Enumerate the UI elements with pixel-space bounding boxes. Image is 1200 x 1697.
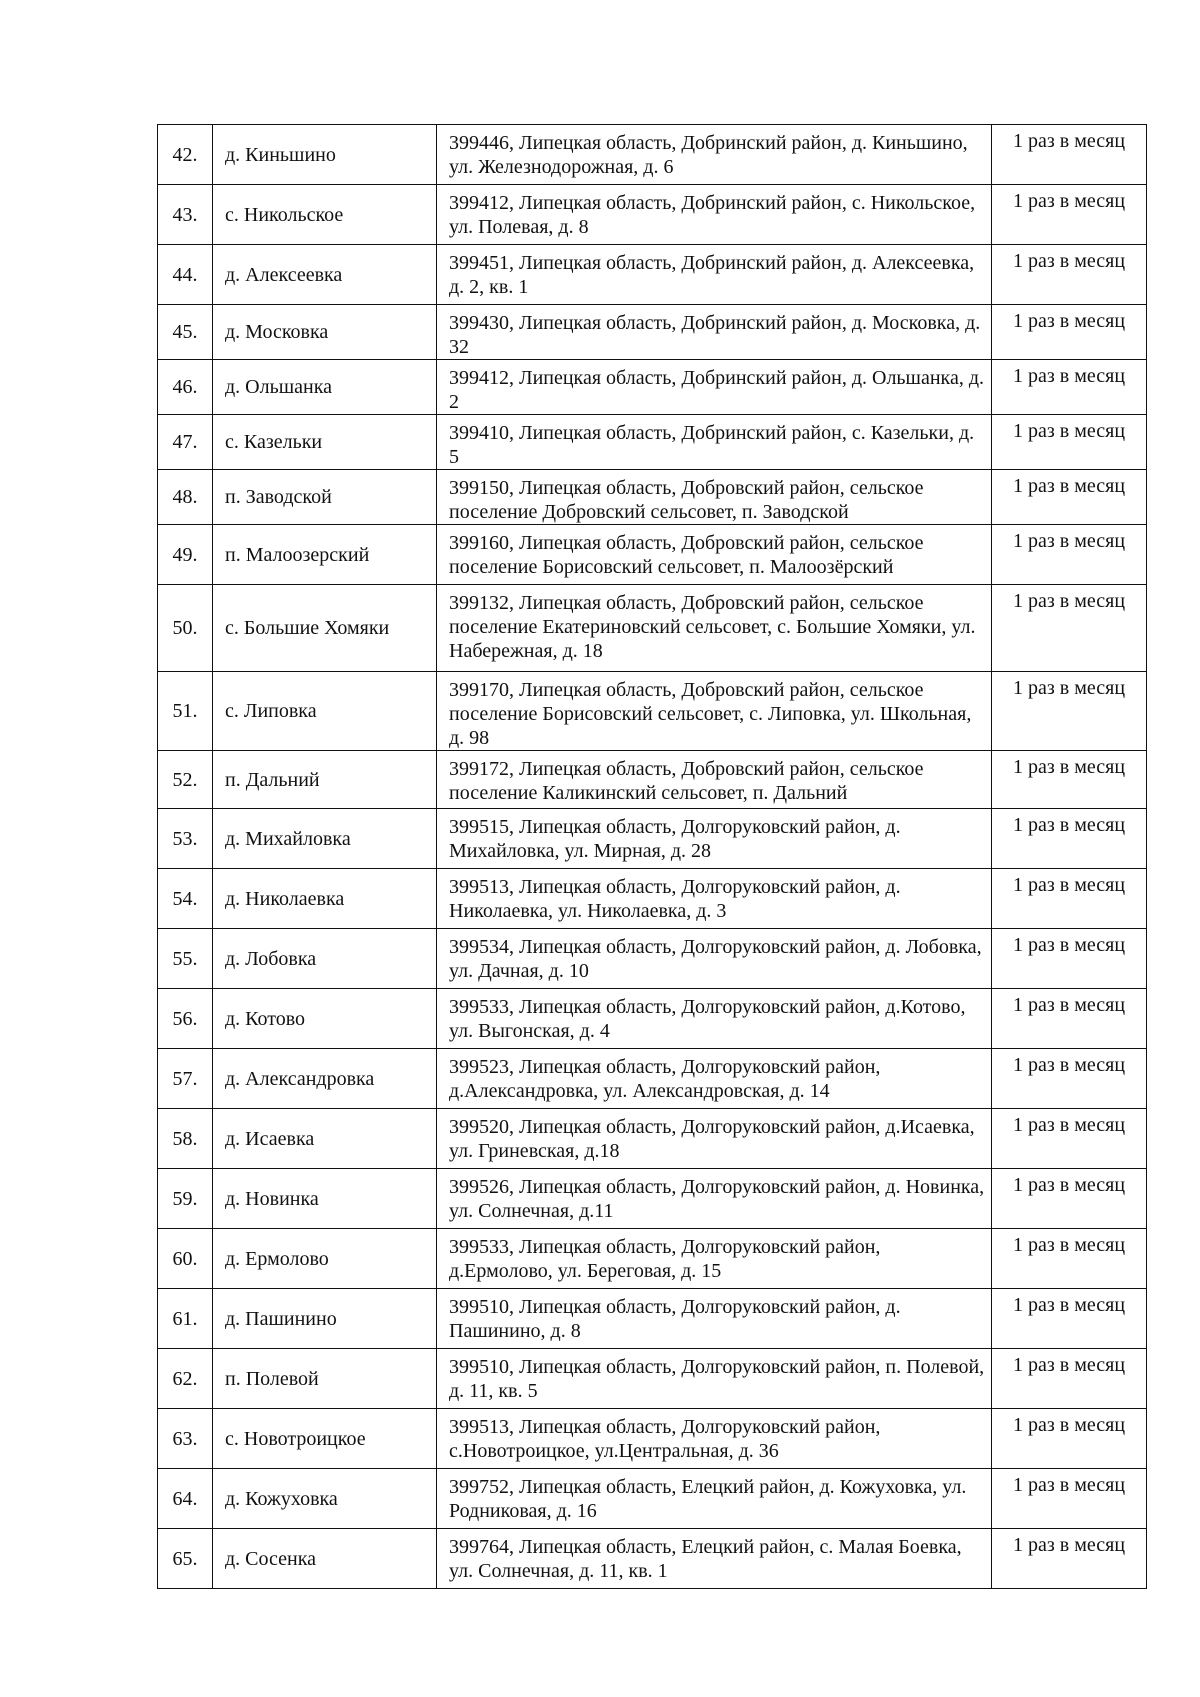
table-row	[158, 1049, 1147, 1109]
visit-frequency: 1 раз в месяц	[992, 245, 1147, 305]
table-row	[158, 470, 1147, 525]
row-number: 47.	[158, 415, 213, 470]
row-number: 48.	[158, 470, 213, 525]
row-number: 45.	[158, 305, 213, 360]
settlement-name: д. Александровка	[213, 1049, 437, 1109]
visit-frequency: 1 раз в месяц	[992, 1049, 1147, 1109]
visit-frequency: 1 раз в месяц	[992, 185, 1147, 245]
visit-frequency: 1 раз в месяц	[992, 809, 1147, 869]
visit-frequency: 1 раз в месяц	[992, 989, 1147, 1049]
visit-frequency: 1 раз в месяц	[992, 869, 1147, 929]
settlement-name: д. Лобовка	[213, 929, 437, 989]
settlement-name: д. Кожуховка	[213, 1469, 437, 1529]
table-row	[158, 1169, 1147, 1229]
table-row	[158, 1109, 1147, 1169]
settlement-name: д. Пашинино	[213, 1289, 437, 1349]
table-row	[158, 869, 1147, 929]
settlement-name: д. Котово	[213, 989, 437, 1049]
row-number: 56.	[158, 989, 213, 1049]
table-row	[158, 1529, 1147, 1589]
settlement-address: 399510, Липецкая область, Долгоруковский район, д. Пашинино, д. 8	[437, 1289, 992, 1349]
settlement-address: 399764, Липецкая область, Елецкий район, с. Малая Боевка, ул. Солнечная, д. 11, кв. 1	[437, 1529, 992, 1589]
settlement-address: 399150, Липецкая область, Добровский район, сельское поселение Добровский сельсовет, п. Заводской	[437, 470, 992, 525]
settlement-name: д. Ольшанка	[213, 360, 437, 415]
settlement-address: 399515, Липецкая область, Долгоруковский район, д. Михайловка, ул. Мирная, д. 28	[437, 809, 992, 869]
visit-frequency: 1 раз в месяц	[992, 585, 1147, 672]
settlement-address: 399523, Липецкая область, Долгоруковский район, д.Александровка, ул. Александровская, д. 14	[437, 1049, 992, 1109]
visit-frequency: 1 раз в месяц	[992, 1289, 1147, 1349]
settlement-name: д. Алексеевка	[213, 245, 437, 305]
table-body	[158, 125, 1147, 1589]
settlement-address: 399412, Липецкая область, Добринский район, с. Никольское, ул. Полевая, д. 8	[437, 185, 992, 245]
settlement-name: д. Сосенка	[213, 1529, 437, 1589]
settlement-name: д. Киньшино	[213, 125, 437, 185]
settlement-name: с. Никольское	[213, 185, 437, 245]
table-row	[158, 929, 1147, 989]
visit-frequency: 1 раз в месяц	[992, 1469, 1147, 1529]
table-row	[158, 305, 1147, 360]
row-number: 59.	[158, 1169, 213, 1229]
row-number: 53.	[158, 809, 213, 869]
settlement-address: 399132, Липецкая область, Добровский район, сельское поселение Екатериновский сельсовет, с. Большие Хомяки, ул. Набережная, д. 18	[437, 585, 992, 672]
visit-frequency: 1 раз в месяц	[992, 360, 1147, 415]
settlement-address: 399412, Липецкая область, Добринский район, д. Ольшанка, д. 2	[437, 360, 992, 415]
visit-frequency: 1 раз в месяц	[992, 525, 1147, 585]
settlement-name: с. Большие Хомяки	[213, 585, 437, 672]
table-row	[158, 1409, 1147, 1469]
row-number: 58.	[158, 1109, 213, 1169]
settlement-name: д. Михайловка	[213, 809, 437, 869]
table-row	[158, 751, 1147, 809]
visit-frequency: 1 раз в месяц	[992, 929, 1147, 989]
row-number: 43.	[158, 185, 213, 245]
row-number: 42.	[158, 125, 213, 185]
visit-frequency: 1 раз в месяц	[992, 415, 1147, 470]
table-row	[158, 585, 1147, 672]
settlement-address: 399446, Липецкая область, Добринский район, д. Киньшино, ул. Железнодорожная, д. 6	[437, 125, 992, 185]
settlement-address: 399451, Липецкая область, Добринский район, д. Алексеевка, д. 2, кв. 1	[437, 245, 992, 305]
visit-frequency: 1 раз в месяц	[992, 470, 1147, 525]
settlement-address: 399520, Липецкая область, Долгоруковский район, д.Исаевка, ул. Гриневская, д.18	[437, 1109, 992, 1169]
table-row	[158, 360, 1147, 415]
table-row	[158, 125, 1147, 185]
row-number: 64.	[158, 1469, 213, 1529]
settlement-address: 399410, Липецкая область, Добринский район, с. Казельки, д. 5	[437, 415, 992, 470]
settlement-name: с. Липовка	[213, 672, 437, 751]
settlement-address: 399526, Липецкая область, Долгоруковский район, д. Новинка, ул. Солнечная, д.11	[437, 1169, 992, 1229]
visit-frequency: 1 раз в месяц	[992, 751, 1147, 809]
settlement-address: 399172, Липецкая область, Добровский район, сельское поселение Каликинский сельсовет, п. Дальний	[437, 751, 992, 809]
settlement-name: с. Новотроицкое	[213, 1409, 437, 1469]
row-number: 63.	[158, 1409, 213, 1469]
row-number: 52.	[158, 751, 213, 809]
visit-frequency: 1 раз в месяц	[992, 1109, 1147, 1169]
row-number: 65.	[158, 1529, 213, 1589]
settlement-name: п. Полевой	[213, 1349, 437, 1409]
settlement-name: д. Новинка	[213, 1169, 437, 1229]
settlement-address: 399510, Липецкая область, Долгоруковский район, п. Полевой, д. 11, кв. 5	[437, 1349, 992, 1409]
row-number: 57.	[158, 1049, 213, 1109]
row-number: 62.	[158, 1349, 213, 1409]
table-row	[158, 1289, 1147, 1349]
settlement-address: 399533, Липецкая область, Долгоруковский район, д.Котово, ул. Выгонская, д. 4	[437, 989, 992, 1049]
row-number: 46.	[158, 360, 213, 415]
visit-frequency: 1 раз в месяц	[992, 1409, 1147, 1469]
row-number: 61.	[158, 1289, 213, 1349]
visit-frequency: 1 раз в месяц	[992, 1349, 1147, 1409]
table-row	[158, 415, 1147, 470]
row-number: 44.	[158, 245, 213, 305]
settlement-name: п. Дальний	[213, 751, 437, 809]
settlement-name: с. Казельки	[213, 415, 437, 470]
visit-frequency: 1 раз в месяц	[992, 1229, 1147, 1289]
row-number: 51.	[158, 672, 213, 751]
table-row	[158, 1229, 1147, 1289]
row-number: 54.	[158, 869, 213, 929]
row-number: 49.	[158, 525, 213, 585]
table-row	[158, 809, 1147, 869]
table-row	[158, 1469, 1147, 1529]
table-row	[158, 525, 1147, 585]
settlement-name: д. Ермолово	[213, 1229, 437, 1289]
table-row	[158, 185, 1147, 245]
table-row	[158, 1349, 1147, 1409]
settlement-name: п. Заводской	[213, 470, 437, 525]
table-row	[158, 989, 1147, 1049]
row-number: 55.	[158, 929, 213, 989]
visit-frequency: 1 раз в месяц	[992, 305, 1147, 360]
settlements-table	[157, 124, 1147, 1589]
visit-frequency: 1 раз в месяц	[992, 672, 1147, 751]
table-row	[158, 672, 1147, 751]
table-row	[158, 245, 1147, 305]
visit-frequency: 1 раз в месяц	[992, 1169, 1147, 1229]
settlement-name: д. Московка	[213, 305, 437, 360]
settlement-address: 399752, Липецкая область, Елецкий район, д. Кожуховка, ул. Родниковая, д. 16	[437, 1469, 992, 1529]
settlement-address: 399513, Липецкая область, Долгоруковский район, с.Новотроицкое, ул.Центральная, д. 36	[437, 1409, 992, 1469]
settlement-address: 399430, Липецкая область, Добринский район, д. Московка, д. 32	[437, 305, 992, 360]
settlement-name: д. Исаевка	[213, 1109, 437, 1169]
settlement-address: 399160, Липецкая область, Добровский район, сельское поселение Борисовский сельсовет, п. Малоозёрский	[437, 525, 992, 585]
settlement-address: 399170, Липецкая область, Добровский район, сельское поселение Борисовский сельсовет, с. Липовка, ул. Школьная, д. 98	[437, 672, 992, 751]
visit-frequency: 1 раз в месяц	[992, 125, 1147, 185]
settlement-address: 399533, Липецкая область, Долгоруковский район, д.Ермолово, ул. Береговая, д. 15	[437, 1229, 992, 1289]
settlement-name: д. Николаевка	[213, 869, 437, 929]
settlement-address: 399513, Липецкая область, Долгоруковский район, д. Николаевка, ул. Николаевка, д. 3	[437, 869, 992, 929]
settlement-name: п. Малоозерский	[213, 525, 437, 585]
row-number: 60.	[158, 1229, 213, 1289]
row-number: 50.	[158, 585, 213, 672]
settlement-address: 399534, Липецкая область, Долгоруковский район, д. Лобовка, ул. Дачная, д. 10	[437, 929, 992, 989]
visit-frequency: 1 раз в месяц	[992, 1529, 1147, 1589]
